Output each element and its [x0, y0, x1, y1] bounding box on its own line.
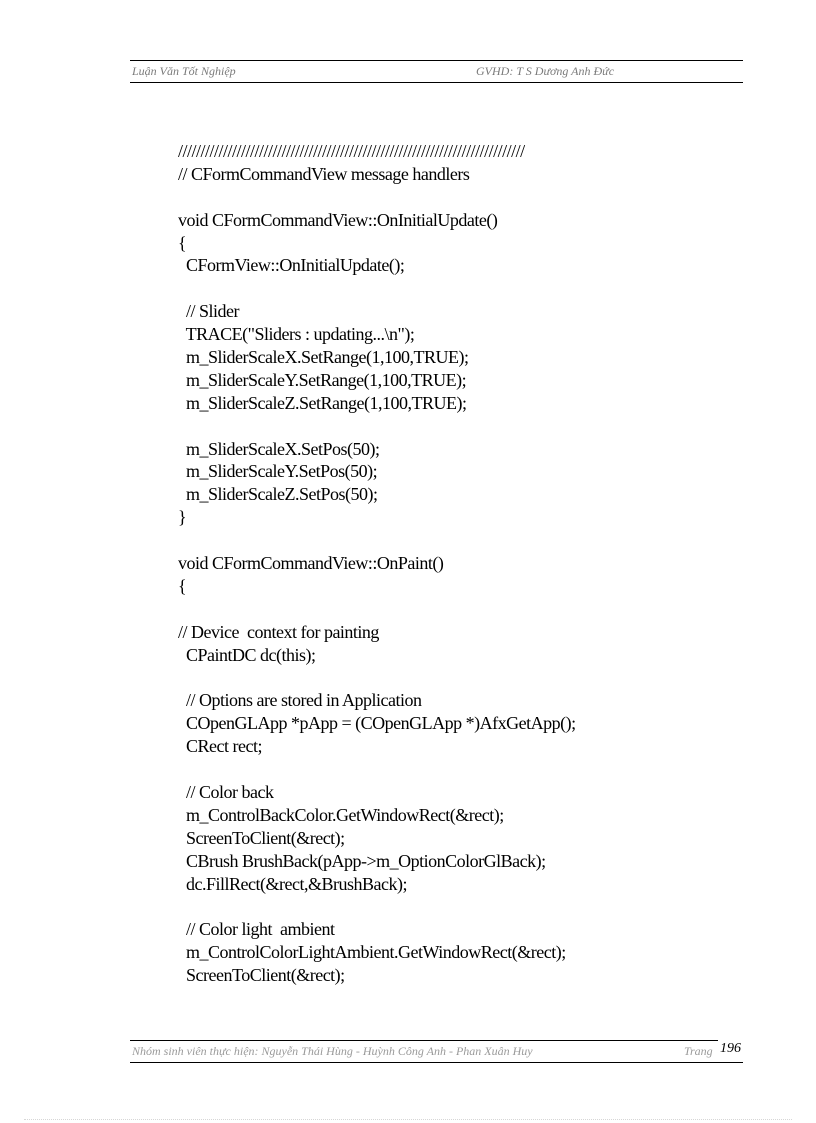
code-line: CBrush BrushBack(pApp->m_OptionColorGlBack); — [178, 850, 546, 871]
code-line: ///////////////////////////////////////////////////////////////////////////// — [178, 141, 525, 161]
code-line: m_SliderScaleY.SetPos(50); — [178, 461, 378, 482]
code-line: void CFormCommandView::OnInitialUpdate() — [178, 209, 498, 230]
code-line: dc.FillRect(&rect,&BrushBack); — [178, 873, 407, 894]
code-line: CRect rect; — [178, 736, 262, 757]
code-line: TRACE("Sliders : updating...\n"); — [178, 324, 415, 345]
header-left-text: Luận Văn Tốt Nghiệp — [132, 64, 236, 78]
code-line — [178, 598, 698, 621]
code-line: // Device context for painting — [178, 621, 379, 642]
code-line: m_SliderScaleX.SetPos(50); — [178, 438, 380, 459]
code-listing — [178, 140, 698, 987]
code-line — [178, 666, 698, 689]
code-line: // CFormCommandView message handlers — [178, 163, 470, 184]
code-line: // Color light ambient — [178, 919, 335, 940]
code-line: m_SliderScaleZ.SetRange(1,100,TRUE); — [178, 392, 467, 413]
code-line — [178, 895, 698, 918]
code-line: m_ControlBackColor.GetWindowRect(&rect); — [178, 804, 504, 825]
footer-bottom-rule — [130, 1062, 743, 1063]
header-top-rule — [130, 60, 743, 61]
code-line: void CFormCommandView::OnPaint() — [178, 553, 444, 574]
code-line: // Slider — [178, 301, 239, 322]
code-line: CPaintDC dc(this); — [178, 644, 316, 665]
code-line: // Options are stored in Application — [178, 690, 422, 711]
code-line: m_SliderScaleZ.SetPos(50); — [178, 484, 378, 505]
code-line: CFormView::OnInitialUpdate(); — [178, 255, 405, 276]
page-edge-dotted-line — [24, 1119, 792, 1120]
code-line — [178, 186, 698, 209]
code-line — [178, 277, 698, 300]
code-line: } — [178, 507, 187, 528]
page-number: 196 — [720, 1041, 741, 1056]
code-line: { — [178, 232, 187, 253]
code-line: { — [178, 575, 187, 596]
code-line: m_SliderScaleX.SetRange(1,100,TRUE); — [178, 347, 469, 368]
footer-top-rule — [130, 1040, 718, 1041]
code-line: COpenGLApp *pApp = (COpenGLApp *)AfxGetApp(); — [178, 713, 576, 734]
code-line — [178, 529, 698, 552]
code-line — [178, 758, 698, 781]
code-line: ScreenToClient(&rect); — [178, 965, 345, 986]
header-bottom-rule — [130, 82, 743, 83]
footer-page-label: Trang — [684, 1044, 713, 1058]
code-line: m_ControlColorLightAmbient.GetWindowRect(&rect); — [178, 942, 566, 963]
code-line: // Color back — [178, 781, 274, 802]
footer-authors: Nhóm sinh viên thực hiện: Nguyễn Thái Hùng - Huỳnh Công Anh - Phan Xuân Huy — [132, 1044, 533, 1058]
code-line: ScreenToClient(&rect); — [178, 827, 345, 848]
code-line — [178, 415, 698, 438]
header-right-text: GVHD: T S Dương Anh Đức — [476, 64, 615, 78]
code-line: m_SliderScaleY.SetRange(1,100,TRUE); — [178, 369, 467, 390]
